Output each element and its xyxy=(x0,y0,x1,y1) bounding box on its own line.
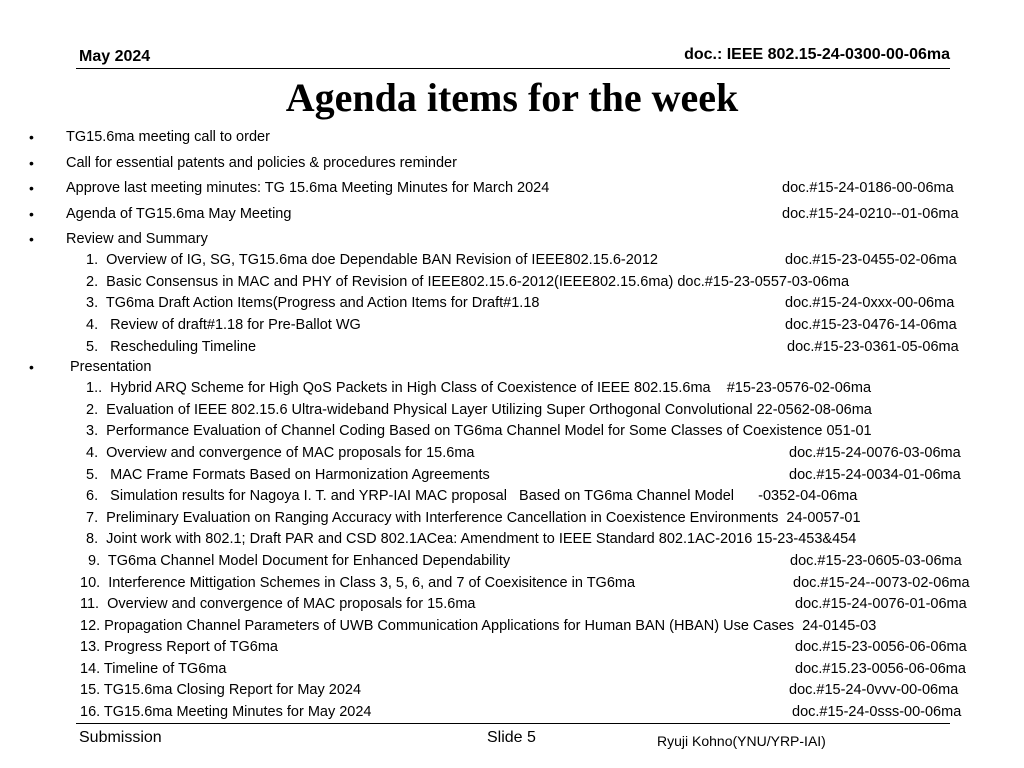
bullet-marker: • xyxy=(29,231,34,247)
presentation-item: 4. Overview and convergence of MAC proposals for 15.6ma xyxy=(86,445,475,461)
review-item: 3. TG6ma Draft Action Items(Progress and Action Items for Draft#1.18 xyxy=(86,295,540,311)
doc-reference: doc.#15-23-0361-05-06ma xyxy=(787,339,959,355)
doc-reference: doc.#15-24-0034-01-06ma xyxy=(789,467,961,483)
footer-author: Ryuji Kohno(YNU/YRP-IAI) xyxy=(657,733,826,749)
footer-slide-number: Slide 5 xyxy=(487,729,536,746)
doc-reference: doc.#15-23-0605-03-06ma xyxy=(790,553,962,569)
review-item: 4. Review of draft#1.18 for Pre-Ballot WG xyxy=(86,317,361,333)
presentation-item: 10. Interference Mittigation Schemes in Class 3, 5, 6, and 7 of Coexisitence in TG6ma xyxy=(80,575,636,591)
header-date: May 2024 xyxy=(79,48,151,65)
doc-reference: doc.#15.23-0056-06-06ma xyxy=(795,661,966,677)
bullet-marker: • xyxy=(29,129,34,145)
footer-submission: Submission xyxy=(79,729,162,746)
presentation-item: 9. TG6ma Channel Model Document for Enhanced Dependability xyxy=(84,553,511,569)
agenda-item: Agenda of TG15.6ma May Meeting xyxy=(66,206,292,222)
presentation-item: 5. MAC Frame Formats Based on Harmonization Agreements xyxy=(86,467,490,483)
header-doc-number: doc.: IEEE 802.15-24-0300-00-06ma xyxy=(684,46,950,63)
doc-reference: doc.#15-24--0073-02-06ma xyxy=(793,575,970,591)
bullet-marker: • xyxy=(29,180,34,196)
doc-reference: doc.#15-23-0056-06-06ma xyxy=(795,639,967,655)
presentation-item: 3. Performance Evaluation of Channel Coding Based on TG6ma Channel Model for Some Classes of Coexistence 051-01 xyxy=(86,423,872,439)
footer-divider xyxy=(76,723,950,724)
agenda-item: Approve last meeting minutes: TG 15.6ma Meeting Minutes for March 2024 xyxy=(66,180,550,196)
doc-reference: doc.#15-24-0xxx-00-06ma xyxy=(785,295,955,311)
doc-reference: doc.#15-24-0186-00-06ma xyxy=(782,180,954,196)
review-item: 1. Overview of IG, SG, TG15.6ma doe Dependable BAN Revision of IEEE802.15.6-2012 xyxy=(86,252,658,268)
doc-reference: doc.#15-23-0476-14-06ma xyxy=(785,317,957,333)
slide-title: Agenda items for the week xyxy=(285,75,739,120)
bullet-marker: • xyxy=(29,359,34,375)
presentation-item: 12. Propagation Channel Parameters of UWB Communication Applications for Human BAN (HBAN) Use Cases 24-0145-03 xyxy=(80,618,877,634)
presentation-heading: Presentation xyxy=(70,359,152,375)
presentation-item: 13. Progress Report of TG6ma xyxy=(80,639,278,655)
review-item: 5. Rescheduling Timeline xyxy=(86,339,257,355)
presentation-item: 16. TG15.6ma Meeting Minutes for May 2024 xyxy=(80,704,372,720)
bullet-marker: • xyxy=(29,206,34,222)
doc-reference: doc.#15-24-0sss-00-06ma xyxy=(792,704,962,720)
bullet-marker: • xyxy=(29,155,34,171)
doc-reference: doc.#15-23-0455-02-06ma xyxy=(785,252,957,268)
presentation-item: 2. Evaluation of IEEE 802.15.6 Ultra-wideband Physical Layer Utilizing Super Orthogonal Convolutional 22-0562-08-06ma xyxy=(86,402,872,418)
presentation-item: 1.. Hybrid ARQ Scheme for High QoS Packets in High Class of Coexistence of IEEE 802.15.6ma #15-23-0576-02-06ma xyxy=(86,380,872,396)
doc-reference: doc.#15-24-0076-03-06ma xyxy=(789,445,961,461)
presentation-item: 15. TG15.6ma Closing Report for May 2024 xyxy=(80,682,362,698)
review-item: 2. Basic Consensus in MAC and PHY of Revision of IEEE802.15.6-2012(IEEE802.15.6ma) doc.#15-23-0557-03-06ma xyxy=(86,274,850,290)
presentation-item: 8. Joint work with 802.1; Draft PAR and CSD 802.1ACea: Amendment to IEEE Standard 802.1AC-2016 15-23-453&454 xyxy=(86,531,857,547)
header-divider xyxy=(76,68,950,69)
agenda-item: TG15.6ma meeting call to order xyxy=(66,129,270,145)
presentation-item: 7. Preliminary Evaluation on Ranging Accuracy with Interference Cancellation in Coexistence Environments 24-0057-01 xyxy=(86,510,861,526)
agenda-item: Review and Summary xyxy=(66,231,208,247)
doc-reference: doc.#15-24-0210--01-06ma xyxy=(782,206,959,222)
doc-reference: doc.#15-24-0076-01-06ma xyxy=(795,596,967,612)
presentation-item: 11. Overview and convergence of MAC proposals for 15.6ma xyxy=(80,596,476,612)
doc-reference: doc.#15-24-0vvv-00-06ma xyxy=(789,682,959,698)
agenda-item: Call for essential patents and policies & procedures reminder xyxy=(66,155,457,171)
presentation-item: 6. Simulation results for Nagoya I. T. and YRP-IAI MAC proposal Based on TG6ma Channel Model -0352-04-06ma xyxy=(86,488,858,504)
presentation-item: 14. Timeline of TG6ma xyxy=(80,661,227,677)
